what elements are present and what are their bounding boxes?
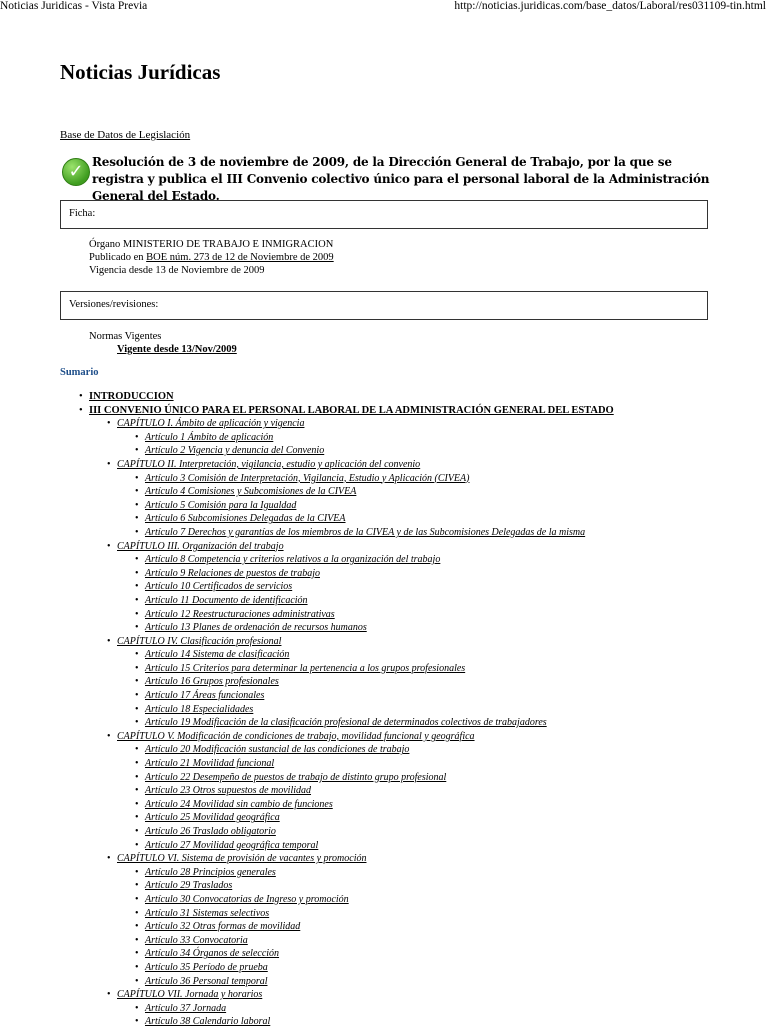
toc-link[interactable]: CAPÍTULO V. Modificación de condiciones de trabajo, movilidad funcional y geográfica — [117, 730, 475, 742]
toc-link[interactable]: INTRODUCCION — [89, 391, 174, 402]
normas-block — [89, 330, 237, 356]
toc-article-item — [0, 947, 768, 961]
organo-line: Órgano MINISTERIO DE TRABAJO E INMIGRACION — [89, 239, 334, 250]
toc-link[interactable]: Artículo 2 Vigencia y denuncia del Convenio — [145, 445, 325, 457]
toc-link[interactable]: Artículo 19 Modificación de la clasificación profesional de determinados colectivos de trabajadores — [145, 717, 547, 729]
toc-article-item — [0, 920, 768, 934]
versiones-box — [60, 291, 708, 320]
toc-link[interactable]: Artículo 11 Documento de identificación — [145, 594, 308, 606]
toc-article-item — [0, 798, 768, 812]
database-link[interactable]: Base de Datos de Legislación — [60, 129, 191, 141]
toc-article-item — [0, 771, 768, 785]
toc-link[interactable]: Artículo 23 Otros supuestos de movilidad — [145, 785, 312, 797]
vigente-version-link[interactable]: Vigente desde 13/Nov/2009 — [117, 344, 237, 355]
toc-link[interactable]: Artículo 7 Derechos y garantías de los miembros de la CIVEA y de las Subcomisiones Delegadas de la misma — [145, 526, 586, 538]
toc-link[interactable]: CAPÍTULO VII. Jornada y horarios — [117, 989, 263, 1001]
document-heading-block — [60, 154, 710, 205]
toc-link[interactable]: Artículo 26 Traslado obligatorio — [145, 826, 276, 837]
toc-article-item — [0, 648, 768, 662]
toc-link[interactable]: Artículo 10 Certificados de servicios — [145, 581, 293, 593]
toc-link[interactable]: CAPÍTULO IV. Clasificación profesional — [117, 635, 282, 647]
toc-link[interactable]: Artículo 4 Comisiones y Subcomisiones de la CIVEA — [145, 486, 357, 498]
toc-article-item — [0, 526, 768, 540]
toc-link[interactable]: Artículo 5 Comisión para la Igualdad — [145, 499, 297, 511]
toc-chapter-item — [0, 635, 768, 649]
toc-chapter-item — [0, 988, 768, 1002]
checkmark-icon: ✓ — [62, 158, 90, 186]
toc-article-item — [0, 594, 768, 608]
ficha-box — [60, 200, 708, 229]
toc-article-item — [0, 580, 768, 594]
toc-article-item — [0, 675, 768, 689]
toc-article-item — [0, 431, 768, 445]
toc-article-item — [0, 811, 768, 825]
toc-link[interactable]: Artículo 22 Desempeño de puestos de trabajo de distinto grupo profesional — [145, 771, 447, 783]
toc-link[interactable]: Artículo 15 Criterios para determinar la pertenencia a los grupos profesionales — [145, 662, 466, 674]
toc-link[interactable]: Artículo 9 Relaciones de puestos de trabajo — [145, 567, 320, 579]
table-of-contents — [0, 390, 768, 1029]
toc-article-item — [0, 485, 768, 499]
sumario-heading: Sumario — [60, 367, 99, 378]
toc-link[interactable]: Artículo 31 Sistemas selectivos — [145, 907, 270, 919]
publicado-line — [89, 251, 334, 264]
toc-article-item — [0, 662, 768, 676]
toc-article-item — [0, 757, 768, 771]
toc-link[interactable]: Artículo 33 Convocatoria — [145, 934, 248, 946]
toc-article-item — [0, 1002, 768, 1016]
toc-link[interactable]: Artículo 3 Comisión de Interpretación, Vigilancia, Estudio y Aplicación (CIVEA) — [145, 472, 470, 484]
window-title: Noticias Juridicas - Vista Previa — [0, 0, 148, 12]
toc-link[interactable]: Artículo 18 Especialidades — [145, 703, 254, 715]
toc-article-item — [0, 893, 768, 907]
toc-link[interactable]: Artículo 30 Convocatorias de Ingreso y promoción — [145, 893, 349, 905]
toc-section-item — [0, 404, 768, 418]
vigencia-line: Vigencia desde 13 de Noviembre de 2009 — [89, 265, 265, 276]
toc-article-item — [0, 608, 768, 622]
toc-link[interactable]: CAPÍTULO III. Organización del trabajo — [117, 540, 284, 552]
toc-article-item — [0, 907, 768, 921]
toc-article-item — [0, 743, 768, 757]
toc-article-item — [0, 703, 768, 717]
ficha-details — [89, 238, 334, 277]
toc-article-item — [0, 512, 768, 526]
versiones-label: Versiones/revisiones: — [69, 299, 159, 310]
toc-link[interactable]: Artículo 34 Órganos de selección — [145, 948, 280, 960]
toc-article-item — [0, 689, 768, 703]
toc-link[interactable]: Artículo 36 Personal temporal — [145, 975, 268, 987]
toc-link[interactable]: CAPÍTULO I. Ámbito de aplicación y vigencia — [117, 418, 305, 430]
toc-link[interactable]: Artículo 12 Reestructuraciones administrativas — [145, 608, 335, 620]
toc-article-item — [0, 934, 768, 948]
document-heading: Resolución de 3 de noviembre de 2009, de la Dirección General de Trabajo, por la que se registra y publica el III Convenio colectivo único para el personal laboral de la Administración General del Estado. — [92, 155, 710, 203]
toc-article-item — [0, 1015, 768, 1029]
toc-list — [0, 390, 768, 1029]
toc-section-item — [0, 390, 768, 404]
toc-chapter-item — [0, 540, 768, 554]
boe-link[interactable]: BOE núm. 273 de 12 de Noviembre de 2009 — [146, 252, 334, 263]
toc-link[interactable]: Artículo 32 Otras formas de movilidad — [145, 921, 301, 933]
toc-article-item — [0, 866, 768, 880]
toc-link[interactable]: Artículo 24 Movilidad sin cambio de funciones — [145, 798, 333, 810]
toc-article-item — [0, 839, 768, 853]
toc-article-item — [0, 961, 768, 975]
normas-vigentes-label: Normas Vigentes — [89, 331, 162, 342]
toc-article-item — [0, 499, 768, 513]
toc-link[interactable]: Artículo 27 Movilidad geográfica temporal — [145, 839, 319, 851]
toc-link[interactable]: CAPÍTULO II. Interpretación, vigilancia, estudio y aplicación del convenio — [117, 458, 421, 470]
site-title: Noticias Jurídicas — [60, 60, 221, 84]
title-bar — [0, 0, 768, 14]
toc-link[interactable]: Artículo 35 Período de prueba — [145, 961, 268, 973]
toc-link[interactable]: Artículo 1 Ámbito de aplicación — [145, 431, 274, 443]
ficha-label: Ficha: — [69, 208, 96, 219]
toc-chapter-item — [0, 730, 768, 744]
toc-link[interactable]: Artículo 25 Movilidad geográfica — [145, 812, 280, 824]
toc-link[interactable]: Artículo 14 Sistema de clasificación — [145, 649, 290, 661]
toc-article-item — [0, 784, 768, 798]
toc-link[interactable]: Artículo 38 Calendario laboral — [145, 1016, 271, 1028]
toc-link[interactable]: Artículo 29 Traslados — [145, 880, 233, 892]
toc-link[interactable]: Artículo 13 Planes de ordenación de recursos humanos — [145, 622, 367, 634]
toc-link[interactable]: Artículo 21 Movilidad funcional — [145, 758, 275, 770]
toc-article-item — [0, 472, 768, 486]
toc-link[interactable]: III CONVENIO ÚNICO PARA EL PERSONAL LABORAL DE LA ADMINISTRACIÓN GENERAL DEL ESTADO — [89, 404, 614, 416]
toc-link[interactable]: Artículo 17 Áreas funcionales — [145, 690, 265, 702]
toc-chapter-item — [0, 458, 768, 472]
toc-link[interactable]: Artículo 6 Subcomisiones Delegadas de la CIVEA — [145, 513, 346, 525]
toc-link[interactable]: Artículo 16 Grupos profesionales — [145, 676, 279, 688]
toc-chapter-item — [0, 852, 768, 866]
toc-link[interactable]: CAPÍTULO VI. Sistema de provisión de vacantes y promoción — [117, 853, 367, 865]
toc-article-item — [0, 716, 768, 730]
toc-link[interactable]: Artículo 8 Competencia y criterios relativos a la organización del trabajo — [145, 554, 441, 566]
publicado-prefix: Publicado en — [89, 252, 147, 263]
toc-article-item — [0, 825, 768, 839]
page-url: http://noticias.juridicas.com/base_datos/Laboral/res031109-tin.html — [454, 0, 766, 12]
toc-article-item — [0, 444, 768, 458]
toc-link[interactable]: Artículo 20 Modificación sustancial de las condiciones de trabajo — [145, 744, 410, 756]
toc-link[interactable]: Artículo 28 Principios generales — [145, 866, 276, 878]
toc-article-item — [0, 553, 768, 567]
toc-article-item — [0, 621, 768, 635]
toc-link[interactable]: Artículo 37 Jornada — [145, 1002, 227, 1014]
toc-article-item — [0, 567, 768, 581]
toc-article-item — [0, 975, 768, 989]
toc-chapter-item — [0, 417, 768, 431]
toc-article-item — [0, 879, 768, 893]
